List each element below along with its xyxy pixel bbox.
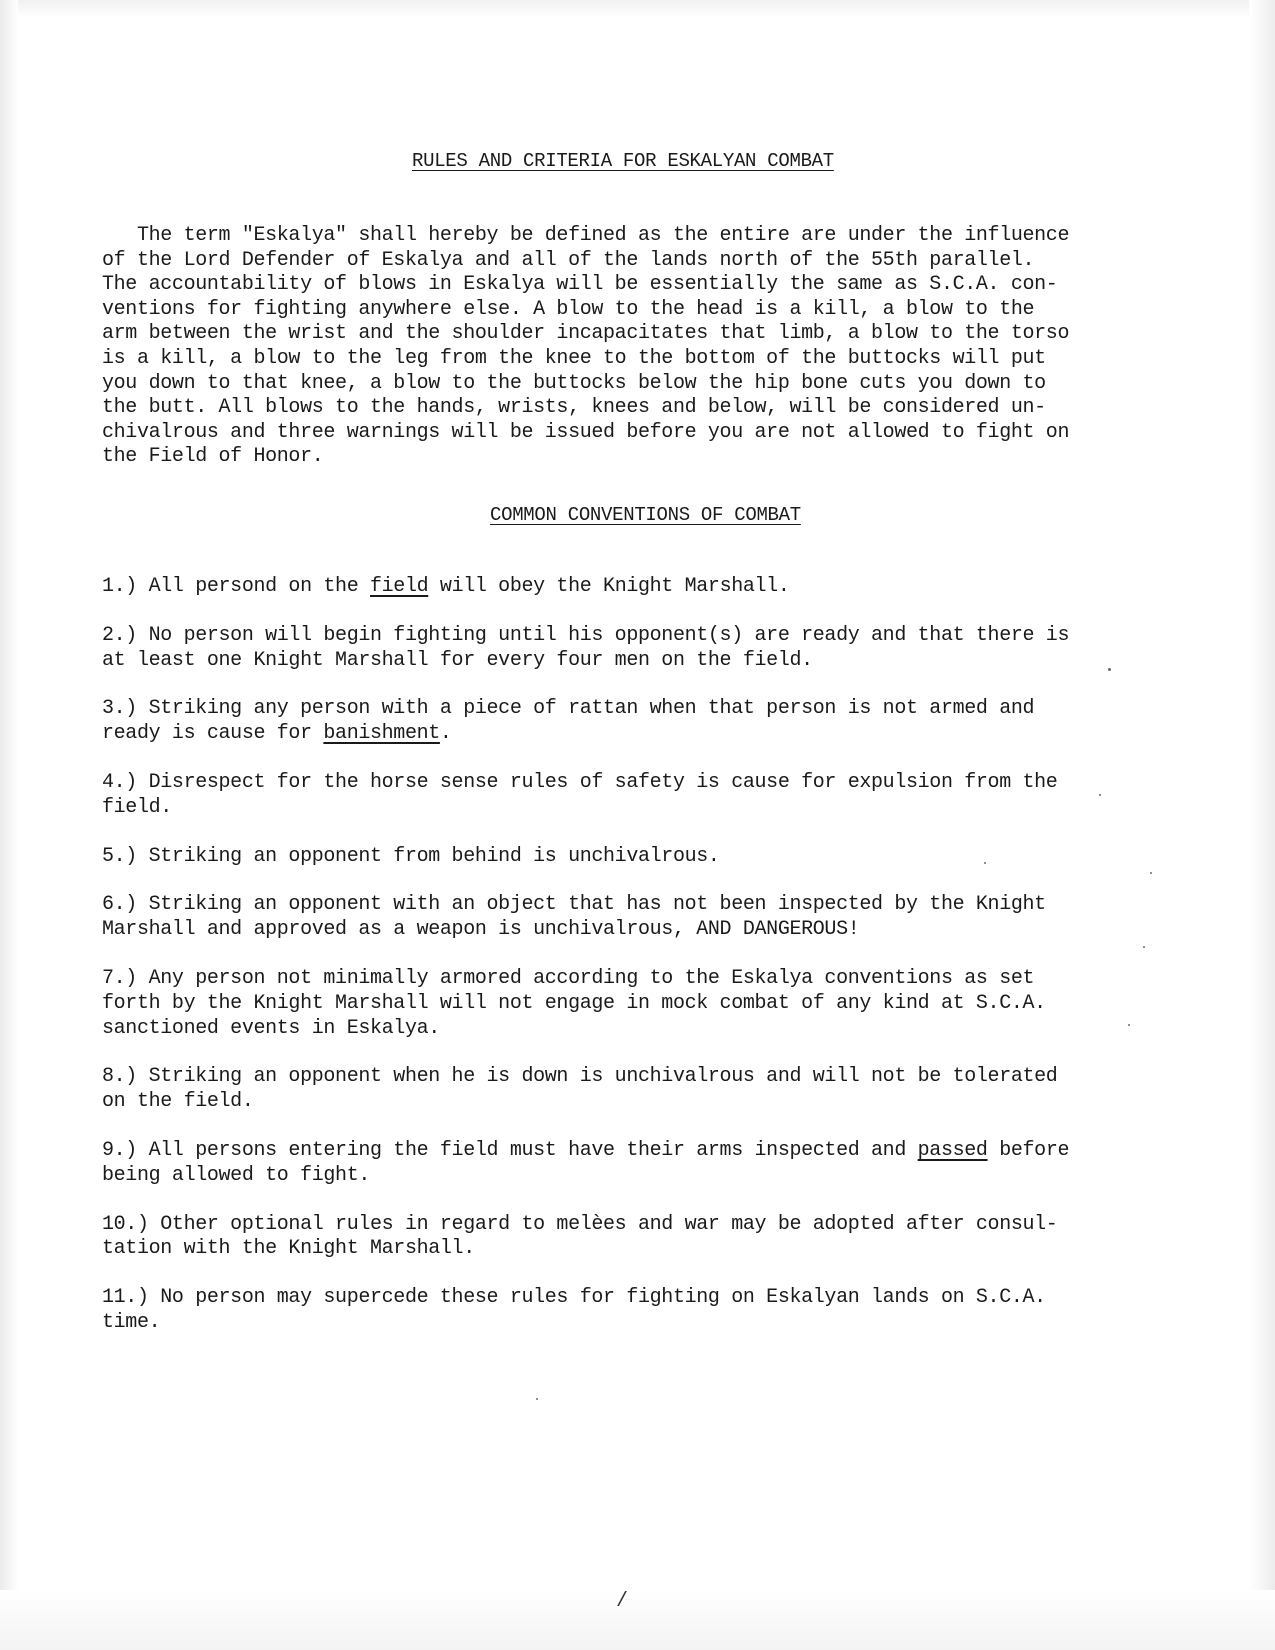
rule-text: . <box>439 722 452 746</box>
intro-line: you down to that knee, a blow to the buttocks below the hip bone cuts you down to <box>102 371 1046 395</box>
rule-line: field. <box>102 795 172 819</box>
section-heading: COMMON CONVENTIONS OF COMBAT <box>490 504 801 526</box>
rule-text: before <box>987 1138 1070 1162</box>
rules-list <box>102 575 1162 1360</box>
rule-text: ready is cause for <box>102 722 324 746</box>
rule-line: on the field. <box>102 1090 254 1114</box>
rule-line: 6.) Striking an opponent with an object that has not been inspected by the Knight <box>102 893 1046 917</box>
rule-text: will obey the Knight Marshall. <box>428 575 790 598</box>
rule-line: Marshall and approved as a weapon is unchivalrous, AND DANGEROUS! <box>102 918 860 942</box>
rule-line: 3.) Striking any person with a piece of rattan when that person is not armed and <box>102 697 1035 721</box>
rule-line <box>102 722 1162 747</box>
scan-speck <box>536 1398 538 1400</box>
rule-1 <box>102 575 1162 600</box>
underlined-word: banishment <box>323 722 440 746</box>
rule-line: time. <box>102 1310 161 1334</box>
rule-text: 9.) All persons entering the field must have their arms inspected and <box>102 1138 918 1162</box>
scan-speck <box>1099 794 1101 796</box>
intro-line: The accountability of blows in Eskalya will be essentially the same as S.C.A. con- <box>102 273 1058 297</box>
rule-line: 2.) No person will begin fighting until his opponent(s) are ready and that there is <box>102 623 1070 647</box>
rule-10 <box>102 1213 1162 1263</box>
underlined-word: field <box>370 575 429 598</box>
rule-line: 8.) Striking an opponent when he is down is unchivalrous and will not be tolerated <box>102 1065 1058 1089</box>
intro-line: the Field of Honor. <box>102 445 324 469</box>
rule-line: sanctioned events in Eskalya. <box>102 1016 440 1040</box>
intro-line: the butt. All blows to the hands, wrists, knees and below, will be considered un- <box>102 396 1046 420</box>
rule-text: 1.) All persond on the <box>102 575 370 598</box>
intro-line: ventions for fighting anywhere else. A blow to the head is a kill, a blow to the <box>102 297 1035 321</box>
rule-line: forth by the Knight Marshall will not engage in mock combat of any kind at S.C.A. <box>102 991 1046 1015</box>
rule-line: 11.) No person may supercede these rules for fighting on Eskalyan lands on S.C.A. <box>102 1286 1046 1310</box>
rule-2 <box>102 624 1162 674</box>
rule-line <box>102 575 1162 600</box>
rule-4 <box>102 771 1162 821</box>
rule-line: at least one Knight Marshall for every four men on the field. <box>102 648 813 672</box>
rule-3 <box>102 697 1162 747</box>
intro-line: chivalrous and three warnings will be issued before you are not allowed to fight on <box>102 420 1070 444</box>
rule-line: tation with the Knight Marshall. <box>102 1237 475 1261</box>
rule-line <box>102 1139 1162 1164</box>
rule-5 <box>102 845 1162 870</box>
rule-line: 5.) Striking an opponent from behind is unchivalrous. <box>102 844 720 868</box>
rule-6 <box>102 893 1162 943</box>
intro-line: arm between the wrist and the shoulder incapacitates that limb, a blow to the torso <box>102 322 1070 346</box>
underlined-word: passed <box>917 1138 988 1162</box>
page-mark: / <box>616 1590 629 1613</box>
scan-speck <box>984 862 986 864</box>
rule-line: 7.) Any person not minimally armored according to the Eskalya conventions as set <box>102 966 1035 990</box>
rule-8 <box>102 1065 1162 1115</box>
intro-paragraph <box>102 224 1162 470</box>
intro-line: of the Lord Defender of Eskalya and all of the lands north of the 55th parallel. <box>102 248 1035 272</box>
scan-speck <box>1108 668 1111 671</box>
rule-7 <box>102 967 1162 1041</box>
intro-line: The term "Eskalya" shall hereby be defined as the entire are under the influence <box>102 224 1070 247</box>
scan-speck <box>1143 946 1145 948</box>
intro-line: is a kill, a blow to the leg from the knee to the bottom of the buttocks will put <box>102 346 1046 370</box>
document-title: RULES AND CRITERIA FOR ESKALYAN COMBAT <box>412 150 834 172</box>
rule-9 <box>102 1139 1162 1189</box>
scan-speck <box>1128 1024 1130 1026</box>
rule-line: 10.) Other optional rules in regard to melèes and war may be adopted after consul- <box>102 1212 1058 1236</box>
scan-speck <box>1150 872 1152 874</box>
rule-line: 4.) Disrespect for the horse sense rules of safety is cause for expulsion from the <box>102 770 1058 794</box>
rule-11 <box>102 1286 1162 1336</box>
rule-line: being allowed to fight. <box>102 1163 370 1187</box>
